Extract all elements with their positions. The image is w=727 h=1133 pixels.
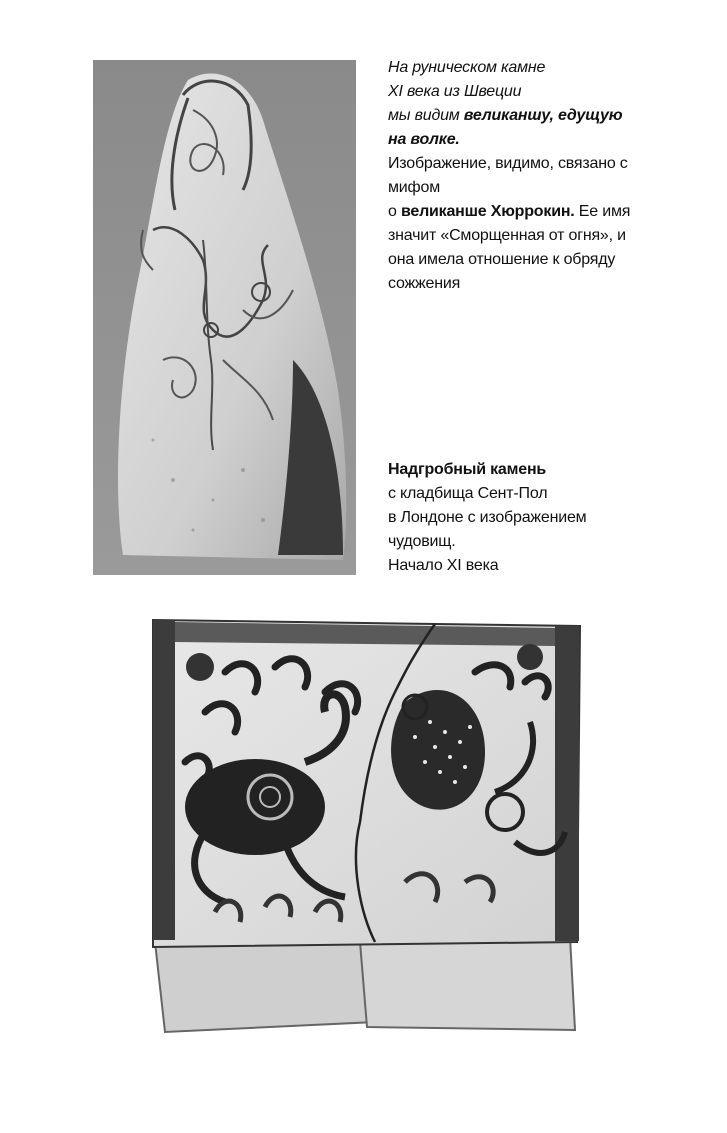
caption-text: мы видим: [388, 107, 464, 124]
caption-line: [388, 104, 708, 128]
runestone-photo: [93, 60, 356, 575]
tombstone-caption: [388, 458, 708, 578]
caption-text: Ее имя: [574, 203, 631, 220]
caption-line: Изображение, видимо, связано с: [388, 155, 628, 172]
caption-line: чудовищ.: [388, 533, 456, 550]
caption-emphasis: великанше Хюррокин.: [400, 203, 575, 220]
caption-line: [388, 200, 708, 224]
caption-line: она имела отношение к обряду: [388, 251, 616, 268]
tombstone-illustration: [145, 612, 587, 1040]
caption-line: На руническом камне: [388, 59, 546, 76]
tombstone-photo: [145, 612, 587, 1040]
runestone-illustration: [93, 60, 356, 575]
caption-line: XI века из Швеции: [388, 83, 522, 100]
caption-text: о: [388, 203, 401, 220]
caption-line: с кладбища Сент-Пол: [388, 485, 548, 502]
caption-line: Начало XI века: [388, 557, 499, 574]
caption-emphasis: великаншу, едущую: [463, 107, 623, 124]
caption-line: сожжения: [388, 275, 461, 292]
runestone-caption: [388, 56, 708, 296]
caption-line: мифом: [388, 179, 441, 196]
caption-line: в Лондоне с изображением: [388, 509, 587, 526]
caption-title: Надгробный камень: [388, 461, 547, 478]
caption-emphasis: на волке.: [388, 131, 460, 148]
caption-line: значит «Сморщенная от огня», и: [388, 227, 626, 244]
